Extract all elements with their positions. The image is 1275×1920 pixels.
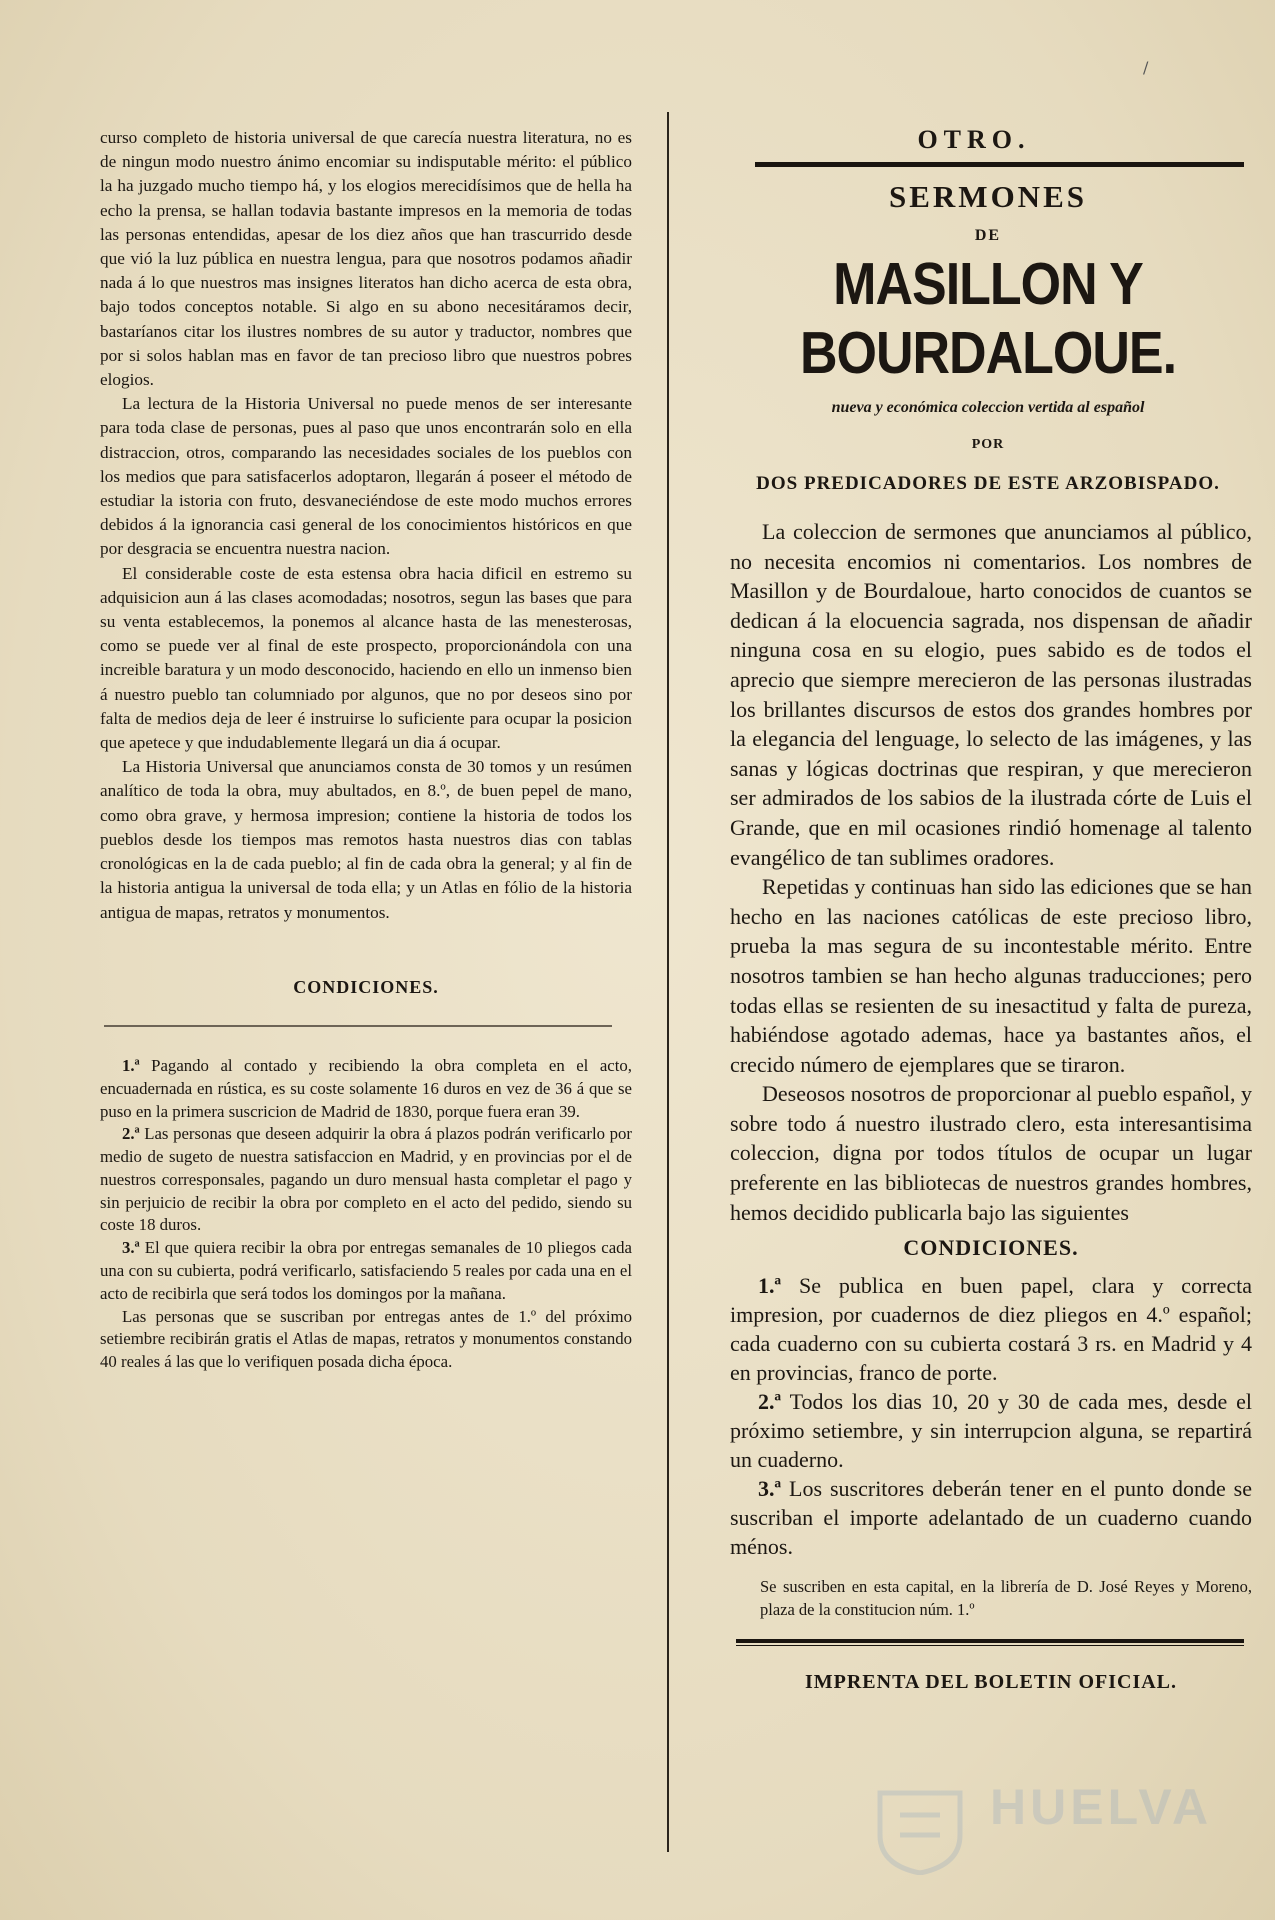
left-paragraph-3: El considerable coste de esta estensa obra hacia dificil en estremo su adquisicion aun á las clases acomodadas; nosotros, segun las bases que para su venta establecemos, la ponemos al alcance hasta de las menesterosas, como se puede ver al final de este prospecto, proporcionándola con una increible baratura y un modo desconocido, haciendo en ello un inmenso bien á nuestro pueblo tan columniado por algunos, que no por deseos sino por falta de medios deja de leer é instruirse lo suficiente para ocupar la posicion que apetece y que indudablemente llegará un dia á ocupar. — [100, 563, 632, 753]
right-column — [724, 126, 1252, 1697]
subscription-note: Se suscriben en esta capital, en la librería de D. José Reyes y Moreno, plaza de la constitucion núm. 1.º — [760, 1576, 1252, 1619]
heading-rule — [755, 162, 1244, 167]
left-column — [100, 126, 632, 1374]
left-divider — [104, 1025, 612, 1027]
condition-text: Todos los dias 10, 20 y 30 de cada mes, desde el próximo setiembre, y sin interrupcion alguna, se repartirá un cuaderno. — [730, 1388, 1253, 1472]
left-conditions — [100, 1055, 632, 1374]
right-body — [730, 517, 1252, 1697]
condition-text: Pagando al contado y recibiendo la obra completa en el acto, encuadernada en rústica, es su coste solamente 16 duros en vez de 36 á que se puso en la primera suscricion de Madrid de 1830, porque fuera eran 39. — [100, 1055, 632, 1121]
por-label: POR — [971, 437, 1005, 452]
predicadores-line: DOS PREDICADORES DE ESTE ARZOBISPADO. — [756, 473, 1220, 494]
condition-text: Las personas que deseen adquirir la obra á plazos podrán verificarlo por medio de sugeto de nuestra satisfaccion en Madrid, y en provincias por el de nuestros corresponsales, pagando un duro mensual hasta completar el pago y sin perjuicio de recibir la obra por completo en el acto del pedido, siendo su coste 18 duros. — [100, 1124, 632, 1235]
right-conditions — [730, 1271, 1252, 1561]
left-paragraph-4: La Historia Universal que anunciamos consta de 30 tomos y un resúmen analítico de toda la obra, muy abultados, en 8.º, de buen pepel de mano, como obra grave, y hermosa impresion; contiene la historia de todos los pueblos desde los tiempos mas remotos hasta nuestros dias con tablas cronológicas en la de cada pueblo; al fin de cada obra la general; y al fin de la historia antigua la universal de toda ella; y un Atlas en fólio de la historia antigua de mapas, retratos y monumentos. — [100, 757, 632, 922]
condition-text: El que quiera recibir la obra por entregas semanales de 10 pliegos cada una con su cubierta, podrá verificarlo, satisfaciendo 5 reales por cada una en el acto de recibirla que será todos los domingos por la mañana. — [100, 1238, 632, 1303]
left-condition-3 — [100, 1237, 632, 1305]
left-closing-paragraph: Las personas que se suscriban por entregas antes de 1.º del próximo setiembre recibirán gratis el Atlas de mapas, retratos y monumentos constando 40 reales á las que lo verifiquen posada dicha época. — [100, 1306, 632, 1372]
condition-text: Se publica en buen papel, clara y correcta impresion, por cuadernos de diez pliegos en 4.º español; cada cuaderno con su cubierta costará 3 rs. en Madrid y 4 en provincias, franco de porte. — [730, 1272, 1253, 1385]
right-conditions-title: CONDICIONES. — [903, 1235, 1079, 1261]
left-condition-2 — [100, 1123, 632, 1237]
watermark-shield-icon — [870, 1785, 970, 1875]
condition-number: 1.ª — [758, 1272, 782, 1298]
right-paragraph-3: Deseosos nosotros de proporcionar al pueblo español, y sobre todo á nuestro ilustrado clero, esta interesantisima coleccion, digna por todos títulos de ocupar un lugar preferente en las bibliotecas de nuestros grandes hombres, hemos decidido publicarla bajo las siguientes — [730, 1081, 1253, 1225]
right-paragraph-2: Repetidas y continuas han sido las ediciones que se han hecho en las naciones católicas de este precioso libro, prueba la mas segura de su incontestable mérito. Entre nosotros tambien se han hecho algunas traducciones; pero todas ellas se resienten de su inesactitud y falta de pureza, habiéndose agotado ademas, hace ya bastantes años, el crecido número de ejemplares que se tiraron. — [730, 874, 1252, 1077]
authors-title: MASILLON Y BOURDALOUE. — [799, 251, 1177, 387]
condition-text: Los suscritores deberán tener en el punto donde se suscriban el importe adelantado de un cuaderno cuando ménos. — [730, 1475, 1253, 1559]
left-conditions-title: CONDICIONES. — [293, 976, 439, 997]
de-label: DE — [974, 227, 1002, 244]
imprint-line: IMPRENTA DEL BOLETIN OFICIAL. — [804, 1670, 1178, 1693]
watermark-text: HUELVA — [990, 1779, 1213, 1835]
left-condition-1 — [100, 1055, 632, 1123]
sermones-title: SERMONES — [889, 179, 1087, 214]
condition-number: 2.ª — [758, 1388, 782, 1414]
otro-heading: OTRO. — [917, 125, 1031, 154]
condition-number: 2.ª — [122, 1124, 140, 1144]
right-condition-2 — [730, 1387, 1252, 1474]
footer-rule — [736, 1639, 1244, 1646]
corner-mark: / — [1143, 58, 1149, 77]
condition-number: 3.ª — [758, 1475, 782, 1501]
left-paragraph-1: curso completo de historia universal de que carecía nuestra literatura, no es de ningun modo nuestro ánimo encomiar su indisputable mérito: el público la ha juzgado mucho tiempo há, y los elogios merecidísimos que de hella ha echo la prensa, se hallan todavia bastante impresos en la memoria de todas las personas entendidas, apesar de los diez años que han trascurrido desde que vió la luz pública en nuestra lengua, para que nosotros podamos añadir nada á lo que nuestros mas insignes literatos han dicho acerca de esta obra, bajo todos conceptos notable. Si algo en su abono necesitáramos decir, bastaríanos citar los ilustres nombres de su autor y traductor, nombres que por si solos hablan mas en favor de tan precioso libro que nuestros pobres elogios. — [100, 128, 632, 390]
column-divider — [667, 112, 669, 1852]
condition-number: 1.ª — [122, 1055, 140, 1075]
left-paragraph-2: La lectura de la Historia Universal no puede menos de ser interesante para toda clase de personas, pues al paso que unos encontrarán solo en ella distraccion, otros, comparando las necesidades sociales de los pueblos con los medios que para satisfacerlos adoptaron, llegarán á poseer el método de estudiar la istoria con fruto, desvaneciéndose de este modo muchos errores debidos á la ignorancia casi general de los conocimientos históricos en que por desgracia se encuentra nuestra nacion. — [100, 394, 632, 559]
condition-number: 3.ª — [122, 1238, 140, 1258]
right-paragraph-1: La coleccion de sermones que anunciamos al público, no necesita encomios ni comentarios. Los nombres de Masillon y de Bourdaloue, harto conocidos de cuantos se dedican á la elocuencia sagrada, nos dispensan de añadir ninguna cosa en su elogio, pues sabido es de todos el aprecio que siempre merecieron de las personas ilustradas los brillantes discursos de estos dos grandes hombres por la elegancia del lenguage, lo selecto de las imágenes, y las sanas y lógicas doctrinas que respiran, y que merecieron ser admirados de los sabios de la ilustrada córte de Luis el Grande, que en mil ocasiones rindió homenage al talento evangélico de tan sublimes oradores. — [730, 519, 1252, 870]
right-condition-1 — [730, 1271, 1252, 1387]
right-condition-3 — [730, 1474, 1252, 1561]
subtitle: nueva y económica coleccion vertida al español — [831, 399, 1145, 416]
